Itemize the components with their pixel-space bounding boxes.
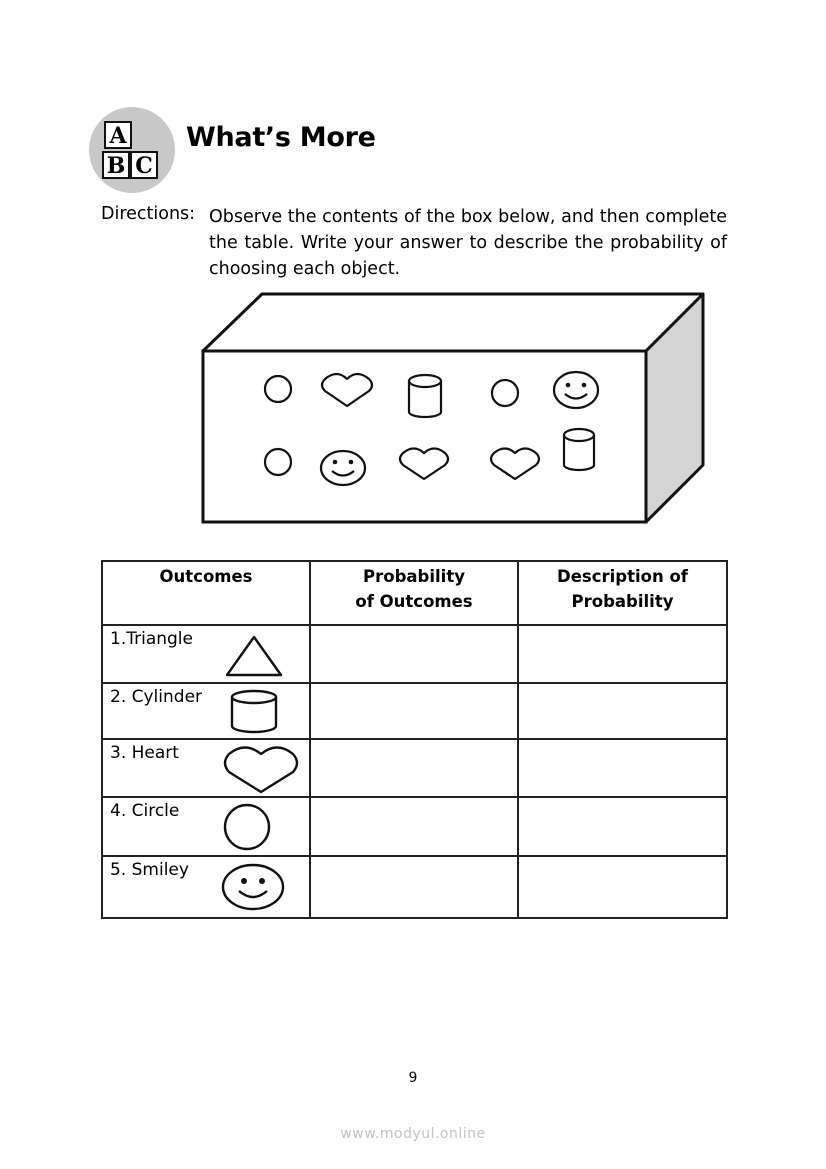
header-outcomes: Outcomes [102,561,310,625]
abc-blocks-icon [89,106,175,194]
description-answer-cell[interactable] [518,625,727,683]
description-answer-cell[interactable] [518,683,727,739]
probability-answer-cell[interactable] [310,856,518,918]
directions-text: Observe the contents of the box below, and then complete the table. Write your answer to describe the probability of choosing each object. [209,207,727,279]
svg-text:A: A [109,123,127,149]
box-figure [195,288,710,530]
outcome-label: 4. Circle [110,801,180,821]
table-row [102,856,727,918]
outcomes-table [101,560,728,919]
outcome-cell [102,739,310,797]
directions-label: Directions: [101,204,196,224]
probability-answer-cell[interactable] [310,797,518,856]
description-answer-cell[interactable] [518,797,727,856]
smiley-icon [220,862,286,912]
probability-answer-cell[interactable] [310,683,518,739]
box-front-face [203,351,646,522]
circle-icon [222,802,272,852]
page-number: 9 [408,1070,418,1086]
svg-text:B: B [106,153,126,179]
cylinder-icon [229,688,279,736]
table-row [102,625,727,683]
probability-answer-cell[interactable] [310,739,518,797]
section-title: What’s More [186,122,376,153]
heart-icon [223,744,299,794]
header-probability: Probability of Outcomes [310,561,518,625]
svg-text:C: C [135,153,153,179]
description-answer-cell[interactable] [518,739,727,797]
description-answer-cell[interactable] [518,856,727,918]
probability-answer-cell[interactable] [310,625,518,683]
outcome-label: 3. Heart [110,743,179,763]
outcome-cell [102,856,310,918]
outcome-cell [102,625,310,683]
outcome-cell [102,683,310,739]
outcome-label: 2. Cylinder [110,687,203,707]
table-header-row [102,561,727,625]
table-row [102,739,727,797]
outcome-cell [102,797,310,856]
table-row [102,683,727,739]
outcome-label: 1.Triangle [110,629,193,649]
table-row [102,797,727,856]
watermark: www.modyul.online [340,1126,486,1142]
outcome-label: 5. Smiley [110,860,189,880]
triangle-icon [223,634,285,678]
box-top-face [203,294,703,351]
header-description: Description of Probability [518,561,727,625]
